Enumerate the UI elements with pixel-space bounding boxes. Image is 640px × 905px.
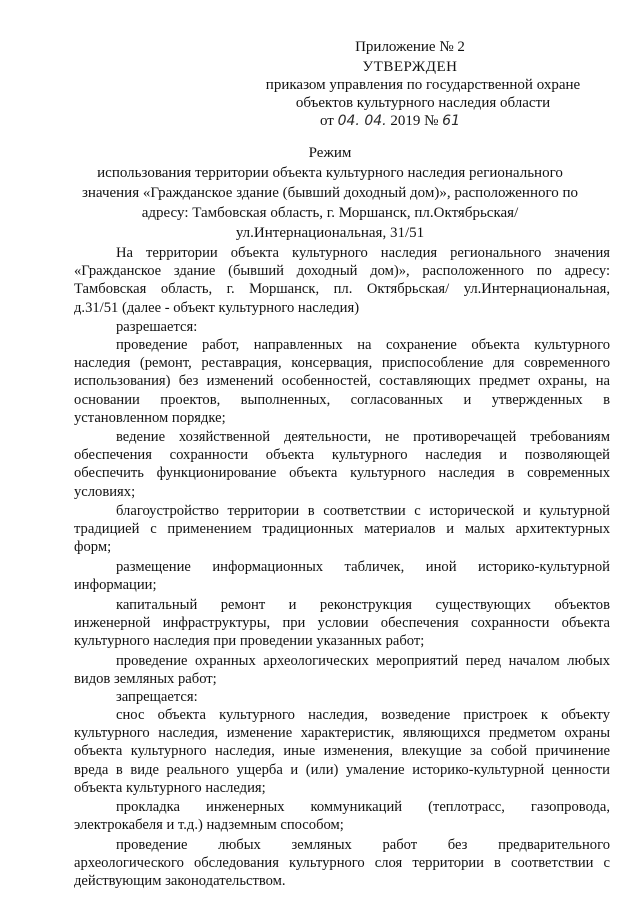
text-line: обеспечить функционирование объекта культурного наследия в современных — [74, 465, 610, 482]
text-line: основании проектов, выполненных, согласованных и утвержденных в — [74, 391, 610, 408]
text-line: видов земляных работ; — [74, 671, 217, 688]
text-line: культурного наследия, изменение характеристик, являющихся предметом охраны — [74, 725, 610, 742]
allowed-item-restoration — [74, 336, 610, 427]
text-line: объекта культурного наследия, иные изменения, влекущие за собой причинение — [74, 743, 610, 760]
text-line: проведение работ, направленных на сохранение объекта культурного — [116, 337, 610, 353]
text-line: обеспечения сохранности объекта культурного наследия и позволяющей — [74, 447, 610, 464]
intro-paragraph — [74, 244, 610, 317]
forbidden-item-demolition — [74, 706, 610, 797]
regime-title: Режим — [308, 145, 352, 161]
handwritten-number: 61 — [442, 113, 460, 129]
handwritten-date: 04. 04. — [337, 113, 387, 129]
text-line: снос объекта культурного наследия, возведение пристроек к объекту — [116, 707, 610, 723]
order-line-2: объектов культурного наследия области — [295, 95, 551, 111]
text-line: информации; — [74, 577, 157, 594]
text-line: проведение любых земляных работ без предварительного — [116, 837, 610, 853]
text-line: инженерной инфраструктуры, при условии обеспечения сохранности объекта — [74, 615, 610, 632]
text-line: наследия (ремонт, реставрация, консервация, приспособление для современного — [74, 355, 610, 372]
forbidden-heading: запрещается: — [116, 689, 198, 705]
text-line: Тамбовская область, г. Моршанск, пл. Октябрьская/ ул.Интернациональная, — [74, 281, 610, 298]
text-line: проведение охранных археологических мероприятий перед началом любых — [116, 653, 610, 669]
text-line: электрокабеля и т.д.) надземным способом; — [74, 817, 344, 834]
allowed-item-signs — [74, 558, 610, 594]
title-line-3: адресу: Тамбовская область, г. Моршанск, пл.Октябрьская/ — [141, 205, 519, 221]
text-line: прокладка инженерных коммуникаций (теплотрасс, газопровода, — [116, 799, 610, 815]
title-line-2: значения «Гражданское здание (бывший доходный дом)», расположенного по — [81, 185, 579, 201]
number-prefix: № — [424, 113, 439, 129]
text-line: капитальный ремонт и реконструкция существующих объектов — [116, 597, 610, 613]
allowed-heading: разрешается: — [116, 319, 198, 335]
title-line-1: использования территории объекта культурного наследия регионального — [97, 165, 563, 181]
order-line-1: приказом управления по государственной охране — [265, 77, 581, 93]
text-line: условиях; — [74, 483, 136, 500]
text-line: д.31/51 (далее - объект культурного наследия) — [74, 299, 360, 316]
appendix-number: Приложение № 2 — [355, 39, 465, 55]
text-line: благоустройство территории в соответствии с исторической и культурной — [116, 503, 610, 519]
allowed-item-economic — [74, 428, 610, 501]
order-year: 2019 — [390, 113, 421, 129]
forbidden-item-earthworks — [74, 836, 610, 891]
allowed-item-landscaping — [74, 502, 610, 557]
forbidden-label — [74, 688, 610, 706]
text-line: «Гражданское здание (бывший доходный дом)», расположенного по адресу: — [74, 263, 610, 280]
text-line: археологического обследования культурного слоя территории в соответствии с — [74, 855, 610, 872]
text-line: форм; — [74, 539, 112, 556]
title-line-4: ул.Интернациональная, 31/51 — [235, 225, 425, 241]
text-line: культурного наследия при проведении указанных работ; — [74, 633, 425, 650]
forbidden-item-utilities — [74, 798, 610, 834]
order-date-line — [320, 112, 540, 130]
text-line: размещение информационных табличек, иной историко-культурной — [116, 559, 610, 575]
approved-stamp-text: УТВЕРЖДЕН — [362, 59, 458, 75]
text-line: объекта культурного наследия; — [74, 779, 266, 796]
text-line: установленном порядке; — [74, 409, 226, 426]
text-line: вреда в виде реального ущерба и (или) умаление историко-культурной ценности — [74, 761, 610, 778]
text-line: действующим законодательством. — [74, 873, 286, 890]
allowed-item-infrastructure — [74, 596, 610, 651]
date-prefix: от — [320, 113, 334, 129]
text-line: ведение хозяйственной деятельности, не противоречащей требованиям — [116, 429, 610, 445]
text-line: На территории объекта культурного наследия регионального значения — [116, 245, 610, 261]
allowed-item-archaeology — [74, 652, 610, 688]
text-line: традицией с применением традиционных материалов и малых архитектурных — [74, 521, 610, 538]
text-line: использования) без изменений особенностей, составляющих предмет охраны, на — [74, 373, 610, 390]
allowed-label — [74, 318, 610, 336]
